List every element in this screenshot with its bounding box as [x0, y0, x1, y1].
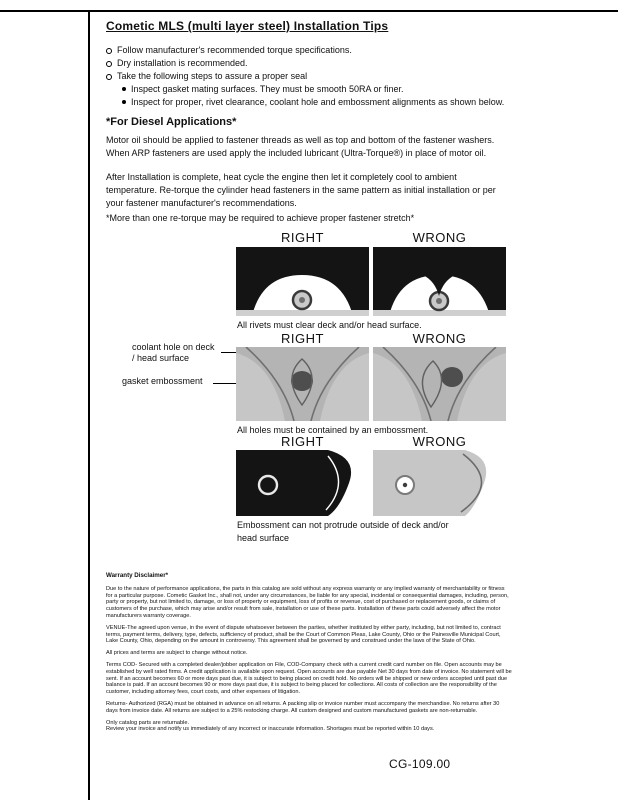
page-title: Cometic MLS (multi layer steel) Installation Tips — [106, 19, 389, 33]
page-number: CG-109.00 — [389, 757, 451, 771]
diesel-paragraph-2: After Installation is complete, heat cycle the engine then let it completely cool to ambient temperature. Re-torque the cylinder head fasteners in the same pattern as initial installation or per your fastener manufacturer's recommendations. — [106, 172, 496, 208]
diagram-hole-right-image — [236, 347, 369, 421]
diesel-applications-heading: *For Diesel Applications* — [106, 116, 237, 128]
open-bullet-icon — [106, 48, 112, 54]
row1-right-header: RIGHT — [281, 230, 324, 245]
page-border-left — [88, 10, 90, 800]
warranty-paragraph: All prices and terms are subject to change without notice. — [106, 650, 248, 657]
warranty-heading: Warranty Disclaimer* — [106, 572, 169, 579]
tip-item — [106, 70, 526, 83]
row1-wrong-header: WRONG — [412, 230, 467, 245]
row3-right-header: RIGHT — [281, 434, 324, 449]
diagram-hole-wrong-image — [373, 347, 506, 421]
diagram-protrude-right-image — [236, 450, 369, 516]
warranty-section — [106, 573, 512, 733]
tip-text: Take the following steps to assure a proper seal — [117, 71, 308, 81]
coolant-hole-label: coolant hole on deck / head surface — [132, 342, 215, 363]
diagram-protrude-wrong-image — [373, 450, 506, 516]
warranty-paragraph: Terms COD- Secured with a completed dealer/jobber application on File, COD-Company check with a current credit card number on file. Open accounts may be established by well rated firms. A credit application is available upon request. Open accounts are due payable Net 30 days from date of invoice. No statement will be sent. If an account becomes 60 or more days past due, it is subject to being placed on credit hold. No orders will be shipped or new orders accepted until past due balance is paid. If an account becomes 90 or more days past due, it is subject to being placed for collections. All costs of collection are the responsibility of the customer, including attorney fees, court costs, and other expenses of litigation. — [106, 661, 512, 696]
gasket-embossment-label: gasket embossment — [122, 376, 203, 386]
row2-caption: All holes must be contained by an embossment. — [237, 425, 429, 435]
row1-caption: All rivets must clear deck and/or head surface. — [237, 320, 422, 330]
warranty-paragraph: VENUE-The agreed upon venue, in the event of dispute whatsoever between the parties, whether instituted by either party, including, but not limited to, contract terms, payment terms, delivery, type, defects, sufficiency of product, shall be the Court of Common Pleas, Lake County, Ohio or the Painesville Municipal Court, Lake County, Ohio, depending on the amount in controversy. This agreement shall be governed by and construed under the laws of the State of Ohio. — [106, 624, 501, 645]
tip-text: Inspect gasket mating surfaces. They must be smooth 50RA or finer. — [131, 84, 404, 94]
row3-caption: Embossment can not protrude outside of deck and/or head surface — [237, 520, 449, 543]
page-border-top — [0, 10, 618, 12]
diesel-paragraph-1: Motor oil should be applied to fastener threads as well as top and bottom of the fastener washers. When ARP fasteners are used apply the included lubricant (Ultra-Torque®) in place of motor oil. — [106, 135, 495, 158]
warranty-paragraph: Review your invoice and notify us immediately of any incorrect or inaccurate information. Shortages must be reported within 10 days. — [106, 726, 435, 733]
tips-list — [106, 44, 526, 109]
warranty-paragraph: Due to the nature of performance applications, the parts in this catalog are sold without any express warranty or any implied warranty of merchantability or fitness for a particular purpose. Cometic Gasket Inc., shall not, under any circumstances, be liable for any special, incidental or consequential damages, including, person, party or property, but not limited to, damage, or loss of property or equipment, loss of profits or revenue, cost of purchased or replacement goods, or claims of customers of the purchase, which may arise and/or result from sale, installation or use of these parts. Installation of these parts could adversely affect the motor manufacturers warranty coverage. — [106, 585, 509, 619]
tip-item — [106, 57, 526, 70]
tip-sub-item — [122, 96, 526, 109]
diagram-rivet-wrong-image — [373, 247, 506, 316]
open-bullet-icon — [106, 74, 112, 80]
row3-wrong-header: WRONG — [412, 434, 467, 449]
diagram-rivet-right-image — [236, 247, 369, 316]
warranty-paragraph: Returns- Authorized (RGA) must be obtained in advance on all returns. A packing slip or invoice number must accompany the merchandise. No returns after 30 days from invoice date. All returns are subject to a 25% restocking charge. All custom designed and custom manufactured gaskets are non-returnable. — [106, 700, 500, 714]
tip-sub-item — [122, 83, 526, 96]
tip-text: Dry installation is recommended. — [117, 58, 248, 68]
solid-bullet-icon — [122, 87, 126, 91]
warranty-paragraph: Only catalog parts are returnable. — [106, 719, 190, 726]
tip-text: Inspect for proper, rivet clearance, coolant hole and embossment alignments as shown below. — [131, 97, 505, 107]
tip-item — [106, 44, 526, 57]
tip-text: Follow manufacturer's recommended torque specifications. — [117, 45, 352, 55]
row2-right-header: RIGHT — [281, 331, 324, 346]
open-bullet-icon — [106, 61, 112, 67]
retorque-note: *More than one re-torque may be required to achieve proper fastener stretch* — [106, 213, 415, 223]
solid-bullet-icon — [122, 100, 126, 104]
row2-wrong-header: WRONG — [412, 331, 467, 346]
